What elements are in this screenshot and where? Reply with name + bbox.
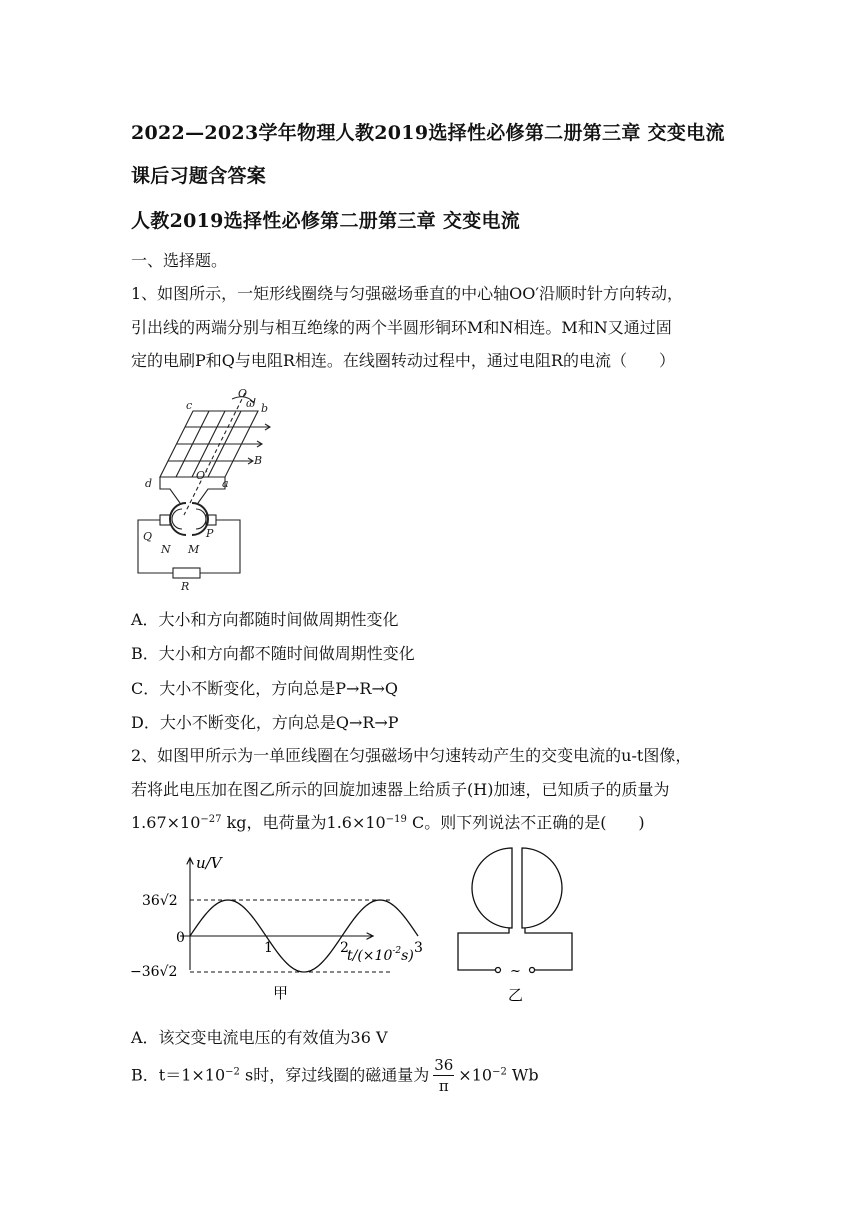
figure-label-M: M (188, 543, 200, 556)
chart-x-tick-1: 1 (264, 940, 273, 956)
dee-right (522, 848, 562, 928)
flux-fraction-denominator: π (438, 1077, 449, 1095)
figure-label-O: O (238, 387, 248, 400)
q1-generator-figure (128, 385, 308, 595)
q2-stem-tail: C。则下列说法不正确的是( ) (406, 813, 645, 832)
q2-option-b (131, 1058, 539, 1094)
ac-source-symbol: ~ (510, 964, 521, 979)
q2-option-b-prefix: B．t＝1×10 (131, 1065, 226, 1085)
q1-stem-line2: 引出线的两端分别与相互绝缘的两个半圆形铜环M和N相连。M和N又通过固 (131, 318, 672, 337)
chart-y-tick-bottom: −36√2 (130, 964, 178, 980)
figure-label-Q: Q (143, 530, 153, 543)
q1-option-c: C．大小不断变化，方向总是P→R→Q (131, 679, 398, 698)
q2-mass-value: 1.67×10 (131, 813, 201, 832)
figure-label-O-prime: O′ (196, 469, 208, 482)
q2-mass-exponent: −27 (200, 814, 222, 825)
q2-stem-line2: 若将此电压加在图乙所示的回旋加速器上给质子(H)加速，已知质子的质量为 (131, 780, 670, 799)
accelerator-caption: 乙 (508, 986, 524, 1004)
q1-option-b: B．大小和方向都不随时间做周期性变化 (131, 644, 415, 663)
q2-option-a: A．该交变电流电压的有效值为36 V (131, 1028, 388, 1047)
figure-label-c: c (186, 399, 193, 412)
figure-label-a: a (222, 477, 229, 490)
figure-label-b: b (261, 402, 269, 415)
chart-x-label-exp: -2 (392, 946, 402, 956)
section-heading: 一、选择题。 (131, 251, 228, 270)
chart-caption: 甲 (273, 984, 289, 1002)
chart-x-tick-3: 3 (414, 940, 423, 956)
q2-option-b-mid: s时，穿过线圈的磁通量为 (239, 1065, 430, 1085)
doc-title-line2: 课后习题含答案 (131, 165, 267, 187)
chart-y-label: u/V (196, 854, 222, 872)
figure-label-P: P (206, 527, 214, 540)
q2-option-b-suffix-exp: −2 (492, 1066, 507, 1078)
q1-stem-line1: 1、如图所示，一矩形线圈绕与匀强磁场垂直的中心轴OO′沿顺时针方向转动， (131, 284, 684, 303)
chart-x-label-base: t/(×10 (347, 948, 393, 964)
q2-stem-line3 (131, 810, 645, 833)
flux-fraction (433, 1058, 454, 1094)
q2-charge-exponent: −19 (385, 814, 407, 825)
figure-label-B: B (254, 454, 263, 467)
cyclotron-figure (450, 842, 580, 1007)
chart-x-tick-2: 2 (340, 940, 349, 956)
q2-option-b-unit: Wb (506, 1065, 539, 1085)
section-title: 人教2019选择性必修第二册第三章 交变电流 (131, 210, 521, 232)
dee-left (472, 848, 512, 928)
q1-option-a: A．大小和方向都随时间做周期性变化 (131, 610, 399, 629)
figure-label-R: R (181, 580, 190, 593)
ut-chart (128, 848, 438, 1008)
figure-label-omega: ω (246, 397, 255, 410)
q2-stem-line1: 2、如图甲所示为一单匝线圈在匀强磁场中匀速转动产生的交变电流的u-t图像， (131, 746, 692, 765)
chart-x-label-tail: s) (401, 948, 414, 964)
chart-y-tick-top: 36√2 (142, 893, 178, 909)
figure-label-d: d (145, 477, 153, 490)
doc-title-line1: 2022—2023学年物理人教2019选择性必修第二册第三章 交变电流 (131, 122, 725, 144)
q2-option-b-suffix: ×10 (458, 1065, 493, 1085)
q2-option-b-exp: −2 (225, 1066, 240, 1078)
flux-fraction-numerator: 36 (434, 1056, 454, 1074)
chart-x-label (347, 946, 414, 964)
q1-stem-line3: 定的电刷P和Q与电阻R相连。在线圈转动过程中，通过电阻R的电流（ ） (131, 351, 675, 370)
q1-option-d: D．大小不断变化，方向总是Q→R→P (131, 713, 399, 732)
chart-origin-label: 0 (176, 930, 185, 946)
figure-label-N: N (161, 543, 171, 556)
q2-charge-value: kg，电荷量为1.6×10 (221, 813, 386, 832)
